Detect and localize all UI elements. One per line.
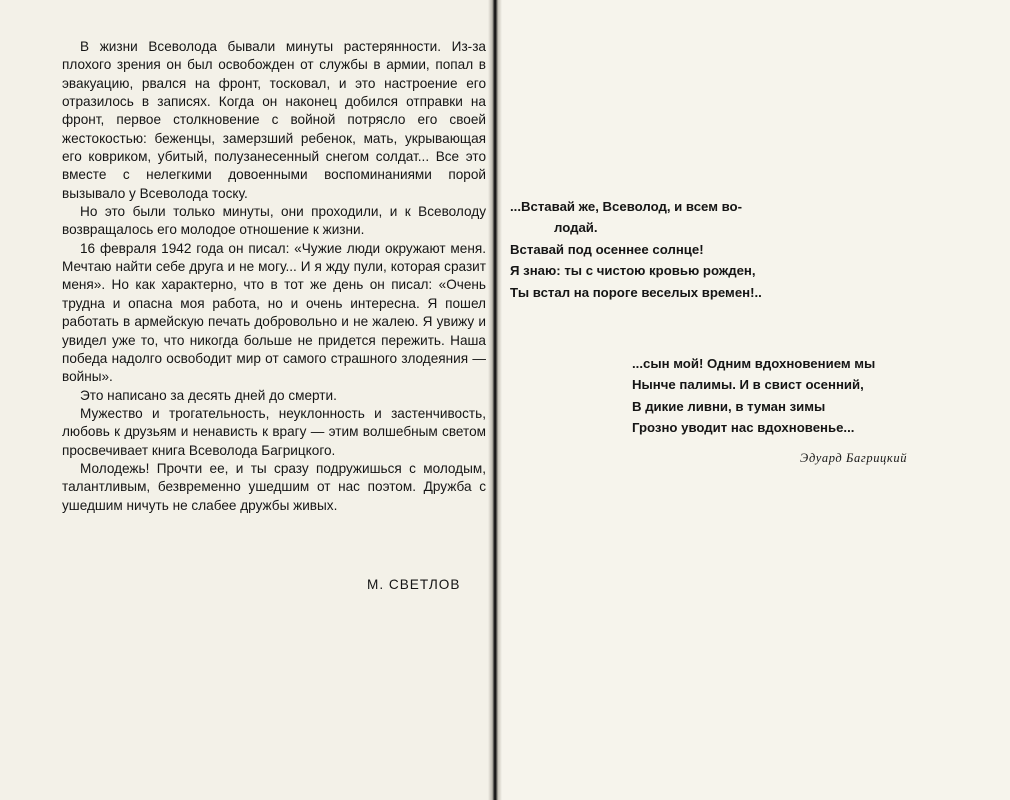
paragraph: В жизни Всеволода бывали минуты растерянности. Из-за плохого зрения он был освобожден от службы в армии, попал в эвакуацию, рвался на фронт, тосковал, и это настроение его отразилось в записях. Когда он наконец добился отправки на фронт, первое столкновение с войной потрясло его своей жестокостью: беженцы, замерзший ребенок, мать, укрывающая его ковриком, убитый, полузанесенный снегом солдат... Все это вместе с нелегкими довоенными воспоминаниями порой вызывало у Всеволода тоску. <box>62 39 486 201</box>
paragraph: 16 февраля 1942 года он писал: «Чужие люди окружают меня. Мечтаю найти себе друга и не могу... И я жду пули, которая сразит меня». Но как характерно, что в тот же день он писал: «Очень трудна и опасна моя работа, но и очень интересна. Я пошел работать в армейскую печать добровольно и не жалею. Я увижу и увидел уже то, что никогда больше не придется пережить. Наша победа надолго освободит мир от самого страшного злодеяния — войны». <box>62 240 486 385</box>
poem-line: Нынче палимы. И в свист осенний, <box>632 377 864 393</box>
poem-author: Эдуард Багрицкий <box>800 451 908 465</box>
book-spine <box>488 0 502 800</box>
signature: М. СВЕТЛОВ <box>367 577 461 592</box>
paragraph: Но это были только минуты, они проходили, и к Всеволоду возвращалось его молодое отношение к жизни. <box>62 204 486 238</box>
poem-line: В дикие ливни, в туман зимы <box>632 398 826 414</box>
poem-line: ...сын мой! Одним вдохновением мы <box>632 356 876 371</box>
preface-text <box>62 38 486 515</box>
paragraph: Мужество и трогательность, неуклонность и застенчивость, любовь к друзьям и ненависть к врагу — этим волшебным светом просвечивает книга Всеволода Багрицкого. <box>62 405 486 458</box>
epigraph-poem-2 <box>632 353 875 439</box>
paragraph: Молодежь! Прочти ее, и ты сразу подружишься с молодым, талантливым, безвременно ушедшим от нас поэтом. Дружба с ушедшим ничуть не слабее дружбы живых. <box>62 460 486 513</box>
poem-line: Я знаю: ты с чистою кровью рожден, <box>510 263 756 279</box>
poem-line: лодай. <box>554 220 598 236</box>
poem-line: Ты встал на пороге веселых времен!.. <box>510 284 762 300</box>
poem-line: Грозно уводит нас вдохновенье... <box>632 420 855 436</box>
paragraph: Это написано за десять дней до смерти. <box>80 387 337 403</box>
epigraph-poem-1 <box>510 196 762 303</box>
poem-line: Вставай под осеннее солнце! <box>510 241 704 257</box>
poem-line: ...Вставай же, Всеволод, и всем во- <box>510 199 742 214</box>
